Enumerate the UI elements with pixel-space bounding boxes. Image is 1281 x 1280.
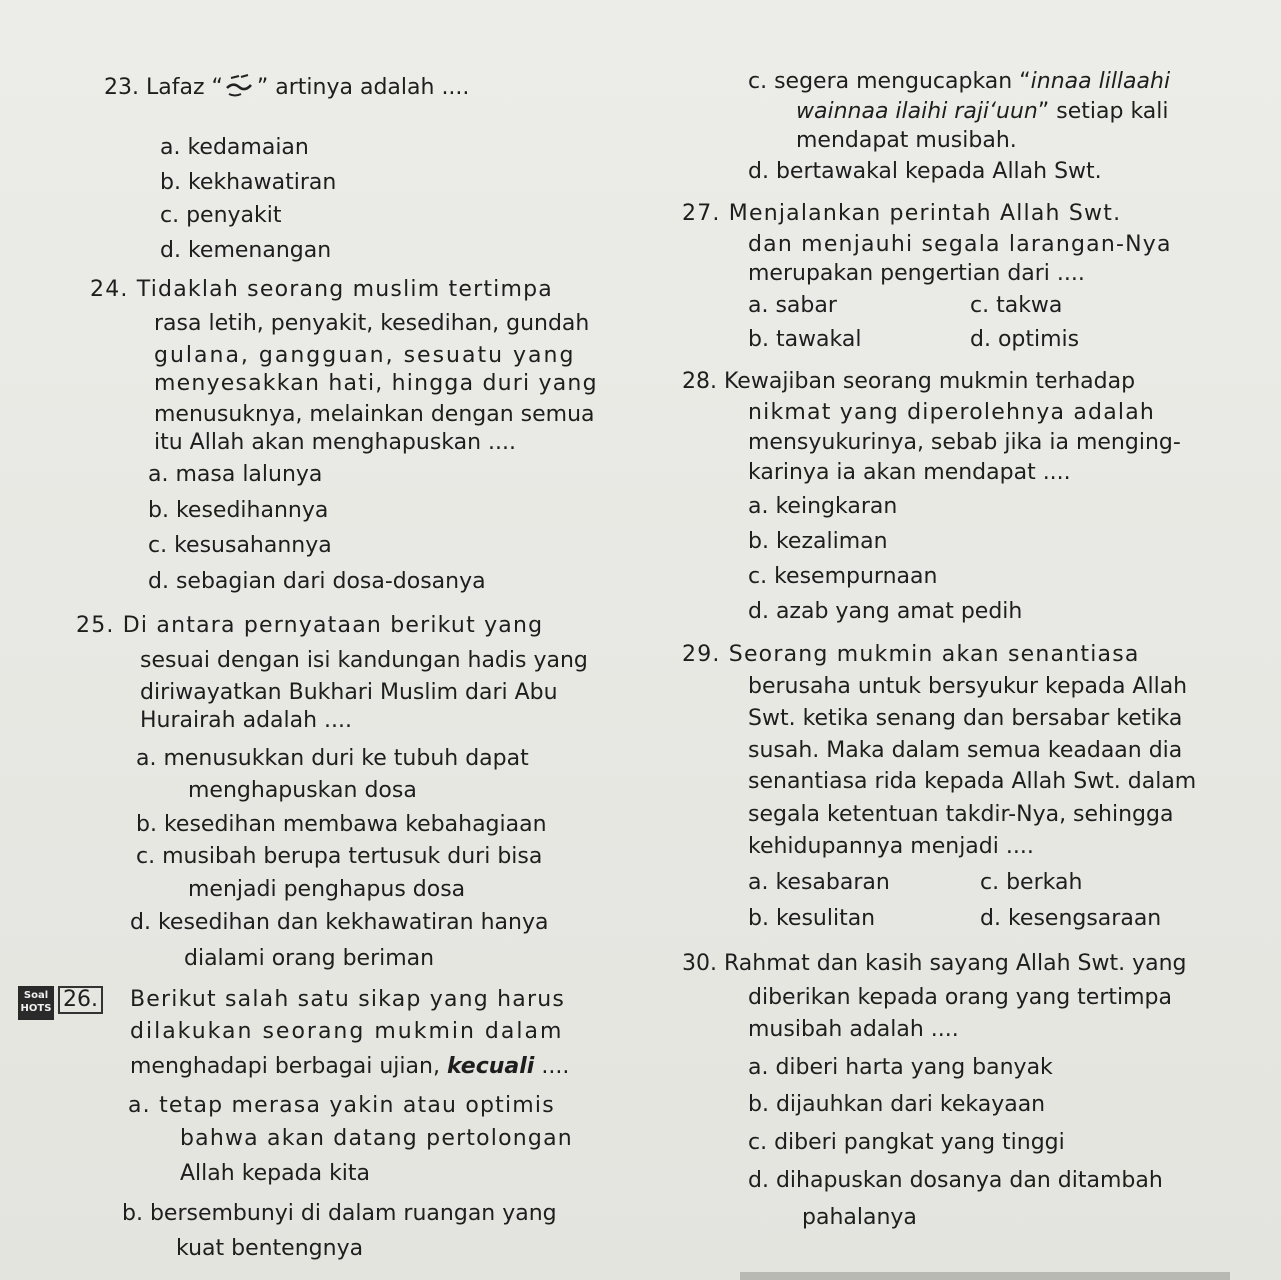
q24-line-5: menusuknya, melainkan dengan semua [154,402,595,427]
q26-line-3-a: menghadapi berbagai ujian, [130,1054,447,1079]
q23-option-c-line-2 [796,98,1169,126]
q23-option-c: c. penyakit [160,203,282,228]
q27-line-2: dan menjauhi segala larangan-Nya [748,232,1172,257]
q30-line-1: 30. Rahmat dan kasih sayang Allah Swt. yang [682,951,1187,976]
q30-option-d-2: pahalanya [802,1205,917,1230]
page-edge-strip [740,1272,1230,1280]
q24-line-1: 24. Tidaklah seorang muslim tertimpa [90,277,553,302]
q26-line-3-c: .... [534,1054,570,1079]
q30-option-c: c. diberi pangkat yang tinggi [748,1130,1065,1155]
q26-option-a-3: Allah kepada kita [180,1161,371,1186]
q26-line-3 [130,1053,569,1081]
q26-number-box: 26. [58,986,103,1014]
q29-option-c: c. berkah [980,870,1083,895]
q23-suffix: ” artinya adalah .... [256,75,470,100]
q30-line-3: musibah adalah .... [748,1017,959,1042]
q29-line-2: berusaha untuk bersyukur kepada Allah [748,674,1188,699]
q27-line-1: 27. Menjalankan perintah Allah Swt. [682,201,1122,226]
q27-line-3: merupakan pengertian dari .... [748,261,1085,286]
q28-line-3: mensyukurinya, sebab jika ia menging- [748,430,1181,455]
q26-option-a-1: a. tetap merasa yakin atau optimis [128,1093,555,1118]
q23c-l1a: c. segera mengucapkan “ [748,69,1031,94]
q23-prefix: 23. Lafaz “ [104,75,223,100]
q29-line-5: senantiasa rida kepada Allah Swt. dalam [748,769,1197,794]
q23c-l2a: wainnaa ilaihi raji‘uun [796,99,1038,124]
q29-line-6: segala ketentuan takdir-Nya, sehingga [748,802,1174,827]
q25-line-4: Hurairah adalah .... [140,708,353,733]
q29-option-a: a. kesabaran [748,870,890,895]
q29-line-4: susah. Maka dalam semua keadaan dia [748,738,1183,763]
q23-option-c-line-3: mendapat musibah. [796,128,1017,153]
q24-line-3: gulana, gangguan, sesuatu yang [154,343,576,368]
q25-line-2: sesuai dengan isi kandungan hadis yang [140,648,588,673]
q26-number [58,986,103,1014]
q25-line-1: 25. Di antara pernyataan berikut yang [76,613,544,638]
q24-line-2: rasa letih, penyakit, kesedihan, gundah [154,311,590,336]
q30-option-b: b. dijauhkan dari kekayaan [748,1092,1046,1117]
q23c-l1b: innaa lillaahi [1030,69,1171,94]
q28-option-a: a. keingkaran [748,494,898,519]
q28-line-1: 28. Kewajiban seorang mukmin terhadap [682,369,1136,394]
q26-line-2: dilakukan seorang mukmin dalam [130,1019,564,1044]
arabic-word-glyph [223,74,257,98]
q29-option-d: d. kesengsaraan [980,906,1162,931]
q23c-l2b: ” setiap kali [1037,99,1169,124]
q23-option-c-line-1 [748,68,1170,96]
q25-option-d-1: d. kesedihan dan kekhawatiran hanya [130,910,549,935]
soal-hots-badge [18,986,54,1020]
q29-line-1: 29. Seorang mukmin akan senantiasa [682,642,1140,667]
badge-top-text: Soal [23,990,49,1001]
q28-option-b: b. kezaliman [748,529,888,554]
q24-line-4: menyesakkan hati, hingga duri yang [154,371,598,396]
q27-option-d: d. optimis [970,327,1080,352]
q23-option-a: a. kedamaian [160,135,309,160]
q25-option-a-1: a. menusukkan duri ke tubuh dapat [136,746,529,771]
q30-option-d-1: d. dihapuskan dosanya dan ditambah [748,1168,1163,1193]
q23-option-b: b. kekhawatiran [160,170,337,195]
q25-option-a-2: menghapuskan dosa [188,778,417,803]
q30-line-2: diberikan kepada orang yang tertimpa [748,985,1172,1010]
q23-option-d-right: d. bertawakal kepada Allah Swt. [748,159,1102,184]
q26-line-1: Berikut salah satu sikap yang harus [130,987,566,1012]
q25-option-b: b. kesedihan membawa kebahagiaan [136,812,547,837]
q29-line-7: kehidupannya menjadi .... [748,834,1034,859]
q29-option-b: b. kesulitan [748,906,876,931]
q27-option-b: b. tawakal [748,327,862,352]
q28-option-d: d. azab yang amat pedih [748,599,1023,624]
q23-option-d: d. kemenangan [160,238,332,263]
question-23-stem [104,74,469,102]
q26-option-b-2: kuat bentengnya [176,1236,364,1261]
q25-option-c-1: c. musibah berupa tertusuk duri bisa [136,844,543,869]
q30-option-a: a. diberi harta yang banyak [748,1055,1053,1080]
q24-option-a: a. masa lalunya [148,462,323,487]
q25-option-d-2: dialami orang beriman [184,946,435,971]
q26-option-a-2: bahwa akan datang pertolongan [180,1126,573,1151]
q24-option-c: c. kesusahannya [148,533,332,558]
q27-option-c: c. takwa [970,293,1063,318]
q28-line-4: karinya ia akan mendapat .... [748,460,1071,485]
q26-kecuali: kecuali [446,1054,535,1079]
q27-option-a: a. sabar [748,293,837,318]
q24-line-6: itu Allah akan menghapuskan .... [154,430,517,455]
badge-bottom-text: HOTS [20,1003,52,1014]
q25-line-3: diriwayatkan Bukhari Muslim dari Abu [140,680,558,705]
q25-option-c-2: menjadi penghapus dosa [188,877,466,902]
q26-option-b-1: b. bersembunyi di dalam ruangan yang [122,1201,557,1226]
q29-line-3: Swt. ketika senang dan bersabar ketika [748,706,1183,731]
q28-option-c: c. kesempurnaan [748,564,938,589]
q24-option-b: b. kesedihannya [148,498,329,523]
q28-line-2: nikmat yang diperolehnya adalah [748,400,1156,425]
q24-option-d: d. sebagian dari dosa-dosanya [148,569,486,594]
